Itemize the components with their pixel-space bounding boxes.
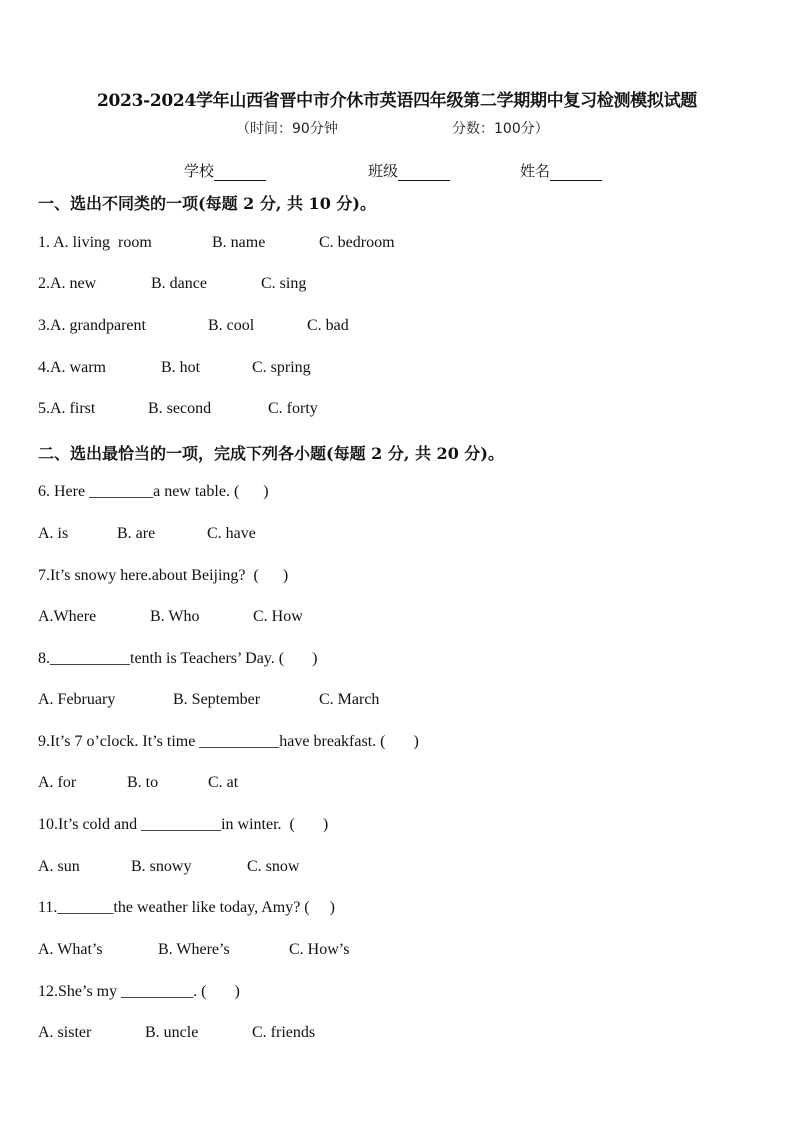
q11-option-b: B. Where’s [158, 941, 230, 958]
q1-option-b: B. name [212, 234, 266, 251]
q5-option-c: C. forty [268, 400, 318, 417]
q10-option-a: A. sun [38, 858, 80, 875]
q6-option-b: B. are [117, 525, 156, 542]
q12-option-a: A. sister [38, 1024, 92, 1041]
page-title: 2023-2024学年山西省晋中市介休市英语四年级第二学期期中复习检测模拟试题 [97, 91, 697, 111]
q3-option-b: B. cool [208, 317, 255, 334]
q7-option-a: A.Where [38, 608, 97, 625]
q10-option-b: B. snowy [131, 858, 192, 875]
name-label: 姓名 [520, 162, 551, 180]
q12-stem: 12.She’s my _________. ( ) [38, 983, 240, 1000]
q2-option-c: C. sing [261, 275, 307, 292]
q5-option-b: B. second [148, 400, 212, 417]
class-field [368, 160, 450, 181]
q4-option-b: B. hot [161, 359, 201, 376]
q4-option-c: C. spring [252, 359, 311, 376]
q6-stem: 6. Here ________a new table. ( ) [38, 483, 269, 500]
q9-option-c: C. at [208, 774, 239, 791]
q5-option-a: 5.A. first [38, 400, 96, 417]
q1-option-a: 1. A. living room [38, 234, 152, 251]
q1-option-c: C. bedroom [319, 234, 395, 251]
school-label: 学校 [184, 162, 215, 180]
q8-option-c: C. March [319, 691, 380, 708]
school-blank[interactable] [214, 164, 266, 181]
q7-option-b: B. Who [150, 608, 200, 625]
name-blank[interactable] [550, 164, 602, 181]
q11-stem: 11._______the weather like today, Amy? ( ) [38, 899, 335, 916]
q2-option-b: B. dance [151, 275, 207, 292]
q9-option-b: B. to [127, 774, 159, 791]
q6-option-a: A. is [38, 525, 69, 542]
q11-option-c: C. How’s [289, 941, 350, 958]
q7-stem: 7.It’s snowy here.about Beijing? ( ) [38, 567, 289, 584]
q3-option-a: 3.A. grandparent [38, 317, 146, 334]
q7-option-c: C. How [253, 608, 303, 625]
class-blank[interactable] [398, 164, 450, 181]
q3-option-c: C. bad [307, 317, 349, 334]
exam-score: 分数：100分） [452, 121, 549, 137]
q12-option-b: B. uncle [145, 1024, 199, 1041]
section1-heading: 一、选出不同类的一项(每题 2 分, 共 10 分)。 [38, 194, 376, 213]
q12-option-c: C. friends [252, 1024, 316, 1041]
q10-stem: 10.It’s cold and __________in winter. ( ) [38, 816, 329, 833]
q9-option-a: A. for [38, 774, 77, 791]
school-field [184, 160, 266, 181]
q4-option-a: 4.A. warm [38, 359, 106, 376]
q2-option-a: 2.A. new [38, 275, 97, 292]
q10-option-c: C. snow [247, 858, 300, 875]
exam-time: （时间：90分钟 [236, 121, 338, 137]
q8-option-a: A. February [38, 691, 116, 708]
q11-option-a: A. What’s [38, 941, 103, 958]
q8-stem: 8.__________tenth is Teachers’ Day. ( ) [38, 650, 318, 667]
section2-heading: 二、选出最恰当的一项，完成下列各小题(每题 2 分, 共 20 分)。 [38, 444, 504, 463]
q6-option-c: C. have [207, 525, 256, 542]
class-label: 班级 [368, 162, 399, 180]
name-field [520, 160, 602, 181]
q8-option-b: B. September [173, 691, 261, 708]
q9-stem: 9.It’s 7 o’clock. It’s time __________have breakfast. ( ) [38, 733, 419, 750]
